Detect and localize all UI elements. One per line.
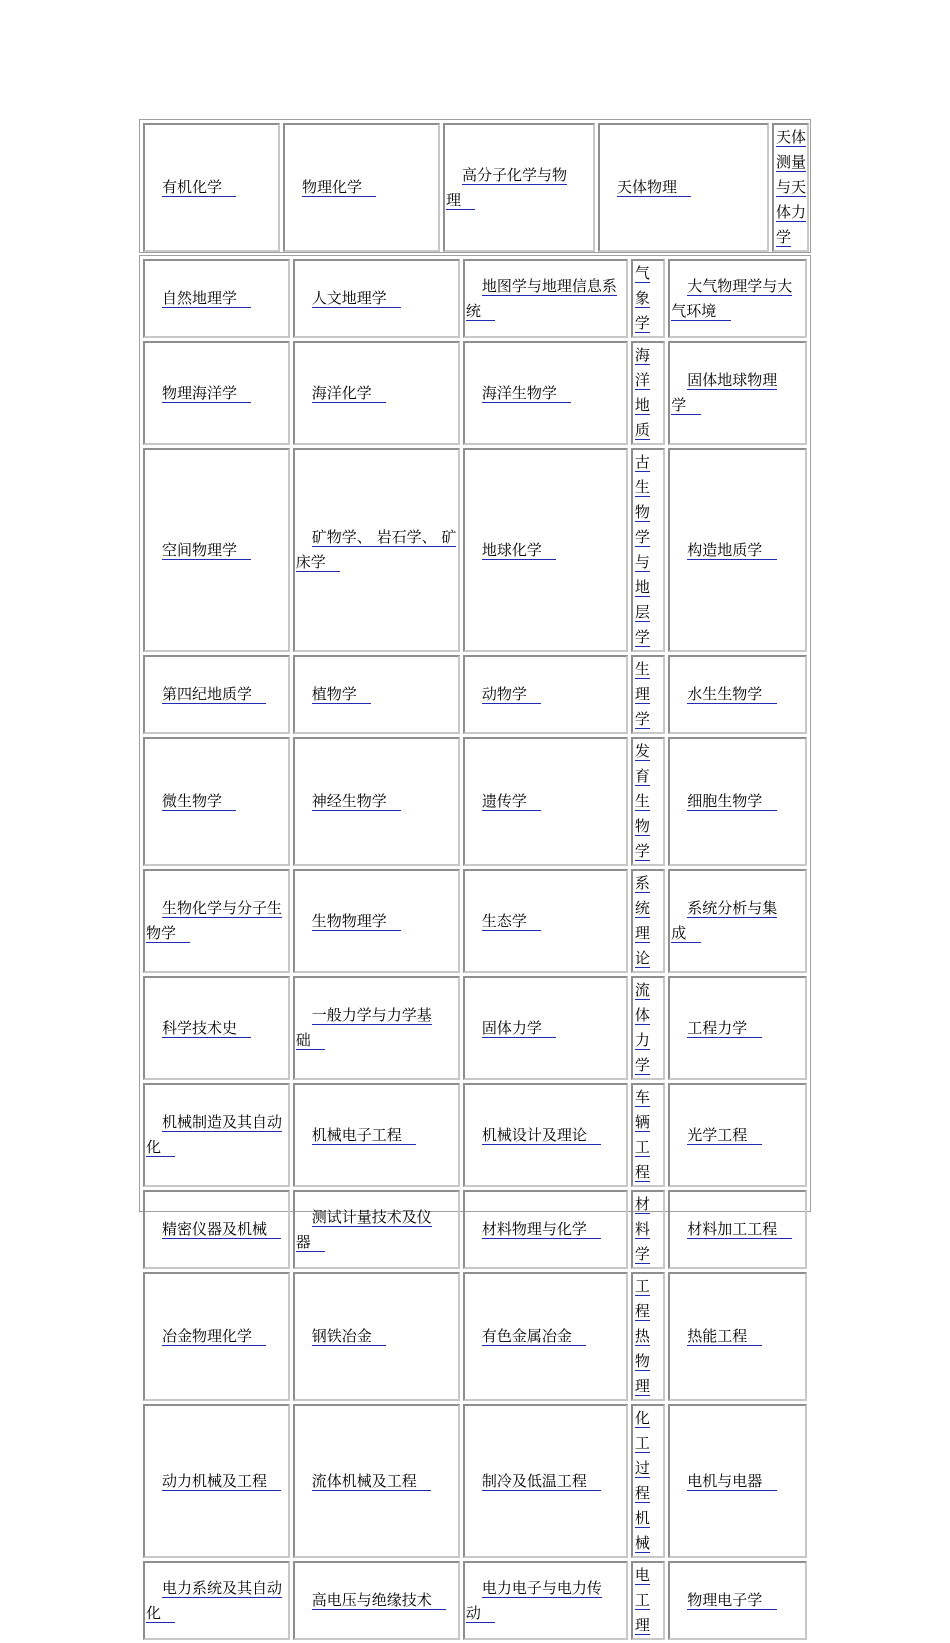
table-cell xyxy=(668,869,807,973)
table-cell xyxy=(143,1561,290,1640)
subject-link[interactable]: 电机与电器 xyxy=(687,1472,776,1491)
table-top xyxy=(139,119,811,253)
subject-link[interactable]: 动力机械及工程 xyxy=(162,1472,281,1491)
table-cell xyxy=(631,341,665,445)
table-cell xyxy=(463,1190,628,1269)
subject-link[interactable]: 水生生物学 xyxy=(687,685,776,704)
table-cell xyxy=(631,655,665,734)
table-cell xyxy=(463,1561,628,1640)
subject-link[interactable]: 动物学 xyxy=(482,685,541,704)
table-cell xyxy=(463,869,628,973)
subject-link[interactable]: 气象学 xyxy=(634,264,650,332)
subject-link[interactable]: 生物物理学 xyxy=(312,912,401,931)
table-cell xyxy=(293,976,460,1080)
subject-link[interactable]: 高电压与绝缘技术 xyxy=(312,1591,446,1610)
subject-link[interactable]: 生物化学与分子生物学 xyxy=(146,899,283,942)
table-row xyxy=(143,448,807,652)
subject-link[interactable]: 有色金属冶金 xyxy=(482,1327,586,1346)
table-row xyxy=(143,737,807,866)
subject-link[interactable]: 一般力学与力学基础 xyxy=(295,1006,432,1049)
table-cell xyxy=(283,123,440,252)
subject-link[interactable]: 化工过程机械 xyxy=(634,1409,650,1552)
subject-link[interactable]: 构造地质学 xyxy=(687,541,776,560)
subject-link[interactable]: 电力系统及其自动化 xyxy=(146,1578,283,1622)
table-row xyxy=(143,123,809,252)
subject-link[interactable]: 电工理 xyxy=(634,1566,650,1634)
subject-link[interactable]: 机械电子工程 xyxy=(312,1126,416,1145)
subject-link[interactable]: 机械制造及其自动化 xyxy=(146,1113,283,1156)
table-cell xyxy=(293,448,460,652)
subject-link[interactable]: 遗传学 xyxy=(482,792,541,811)
table-cell xyxy=(668,1083,807,1187)
subject-link[interactable]: 有机化学 xyxy=(162,178,236,197)
table-row xyxy=(143,1404,807,1558)
table-cell xyxy=(143,341,290,445)
table-row xyxy=(143,1083,807,1187)
table-cell xyxy=(631,1404,665,1558)
table-cell xyxy=(668,1272,807,1401)
table-cell xyxy=(631,869,665,973)
table-cell xyxy=(293,737,460,866)
subject-link[interactable]: 固体力学 xyxy=(482,1019,556,1038)
table-cell xyxy=(293,1561,460,1640)
subject-link[interactable]: 热能工程 xyxy=(687,1327,761,1346)
table-cell xyxy=(631,1272,665,1401)
table-cell xyxy=(668,1404,807,1558)
table-cell xyxy=(443,123,595,252)
table-cell xyxy=(293,655,460,734)
subject-link[interactable]: 海洋地质 xyxy=(634,346,650,439)
table-row xyxy=(143,1272,807,1401)
table-cell xyxy=(463,737,628,866)
table-cell xyxy=(293,1404,460,1558)
subject-link[interactable]: 植物学 xyxy=(312,685,371,704)
table-cell xyxy=(631,976,665,1080)
table-cell xyxy=(293,1272,460,1401)
subject-link[interactable]: 工程热物理 xyxy=(634,1277,650,1395)
table-cell xyxy=(598,123,769,252)
subject-link[interactable]: 材料加工工程 xyxy=(687,1220,791,1239)
table-cell xyxy=(293,869,460,973)
subject-link[interactable]: 物理化学 xyxy=(302,178,376,197)
subject-link[interactable]: 系统分析与集成 xyxy=(671,899,778,942)
table-cell xyxy=(143,259,290,338)
subject-link[interactable]: 流体机械及工程 xyxy=(312,1472,431,1491)
subject-link[interactable]: 发育生物学 xyxy=(634,742,650,860)
table-cell xyxy=(463,341,628,445)
table-cell xyxy=(668,976,807,1080)
subject-link[interactable]: 神经生物学 xyxy=(312,792,401,811)
subject-link[interactable]: 制冷及低温工程 xyxy=(482,1472,601,1491)
table-cell xyxy=(631,1190,665,1269)
subject-link[interactable]: 材料学 xyxy=(634,1195,650,1263)
subject-link[interactable]: 古生物学与地层学 xyxy=(634,453,650,646)
subject-link[interactable]: 微生物学 xyxy=(162,792,236,811)
subject-link[interactable]: 大气物理学与大气环境 xyxy=(671,276,793,320)
subject-link[interactable]: 海洋生物学 xyxy=(482,384,571,403)
table-cell xyxy=(631,1083,665,1187)
table-cell xyxy=(293,259,460,338)
table-cell xyxy=(668,1561,807,1640)
table-row xyxy=(143,1561,807,1640)
table-cell xyxy=(772,123,809,252)
subject-link[interactable]: 自然地理学 xyxy=(162,289,251,308)
subject-link[interactable]: 测试计量技术及仪器 xyxy=(295,1207,432,1251)
table-cell xyxy=(463,1272,628,1401)
subject-link[interactable]: 人文地理学 xyxy=(312,289,401,308)
table-cell xyxy=(463,655,628,734)
table-cell xyxy=(143,1083,290,1187)
table-cell xyxy=(293,341,460,445)
table-cell xyxy=(143,655,290,734)
subject-link[interactable]: 地图学与地理信息系统 xyxy=(465,276,617,320)
table-cell xyxy=(143,869,290,973)
subject-link[interactable]: 材料物理与化学 xyxy=(482,1220,601,1239)
table-cell xyxy=(293,1190,460,1269)
table-cell xyxy=(143,1404,290,1558)
table-cell xyxy=(668,1190,807,1269)
subject-link[interactable]: 流体力学 xyxy=(634,981,650,1074)
subject-link[interactable]: 光学工程 xyxy=(687,1126,761,1145)
subject-link[interactable]: 生理学 xyxy=(634,660,650,728)
table-cell xyxy=(668,341,807,445)
subject-link[interactable]: 电力电子与电力传动 xyxy=(465,1578,602,1622)
subject-link[interactable]: 地球化学 xyxy=(482,541,556,560)
table-row xyxy=(143,341,807,445)
subject-link[interactable]: 物理海洋学 xyxy=(162,384,251,403)
table-cell xyxy=(631,1561,665,1640)
table-cell xyxy=(631,737,665,866)
table-cell xyxy=(463,1404,628,1558)
subject-link[interactable]: 矿物学、 岩石学、 矿床学 xyxy=(295,528,457,571)
table-cell xyxy=(143,737,290,866)
table-cell xyxy=(293,1083,460,1187)
table-cell xyxy=(463,1083,628,1187)
table-cell xyxy=(668,259,807,338)
subject-link[interactable]: 科学技术史 xyxy=(162,1019,251,1038)
subject-link[interactable]: 物理电子学 xyxy=(687,1591,776,1610)
table-row xyxy=(143,259,807,338)
subject-link[interactable]: 系统理论 xyxy=(634,874,650,967)
subject-link[interactable]: 车辆工程 xyxy=(634,1088,650,1181)
table-cell xyxy=(668,737,807,866)
subject-link[interactable]: 精密仪器及机械 xyxy=(162,1220,281,1239)
subject-link[interactable]: 机械设计及理论 xyxy=(482,1126,601,1145)
subject-link[interactable]: 高分子化学与物理 xyxy=(446,165,568,209)
table-row xyxy=(143,1190,807,1269)
subject-link[interactable]: 工程力学 xyxy=(687,1019,761,1038)
subject-link[interactable]: 天体物理 xyxy=(617,178,691,197)
table-cell xyxy=(463,448,628,652)
table-main xyxy=(139,255,811,1634)
table-cell xyxy=(143,1190,290,1269)
subject-link[interactable]: 固体地球物理学 xyxy=(671,371,778,414)
table-cell xyxy=(463,976,628,1080)
table-cell xyxy=(143,123,280,252)
subject-link[interactable]: 天体测量与天体力学 xyxy=(776,128,807,246)
table-row xyxy=(143,655,807,734)
table-row xyxy=(143,976,807,1080)
table-cell xyxy=(668,448,807,652)
table-cell xyxy=(631,259,665,338)
subject-link[interactable]: 生态学 xyxy=(482,912,541,931)
table-cell xyxy=(143,1272,290,1401)
table-cell xyxy=(463,259,628,338)
subject-link[interactable]: 第四纪地质学 xyxy=(162,685,266,704)
table-cell xyxy=(668,655,807,734)
table-cell xyxy=(631,448,665,652)
subject-link[interactable]: 冶金物理化学 xyxy=(162,1327,266,1346)
subject-link[interactable]: 空间物理学 xyxy=(162,541,251,560)
table-cell xyxy=(143,448,290,652)
table-cell xyxy=(143,976,290,1080)
subject-link[interactable]: 海洋化学 xyxy=(312,384,386,403)
subject-link[interactable]: 钢铁冶金 xyxy=(312,1327,386,1346)
subject-link[interactable]: 细胞生物学 xyxy=(687,792,776,811)
table-row xyxy=(143,869,807,973)
